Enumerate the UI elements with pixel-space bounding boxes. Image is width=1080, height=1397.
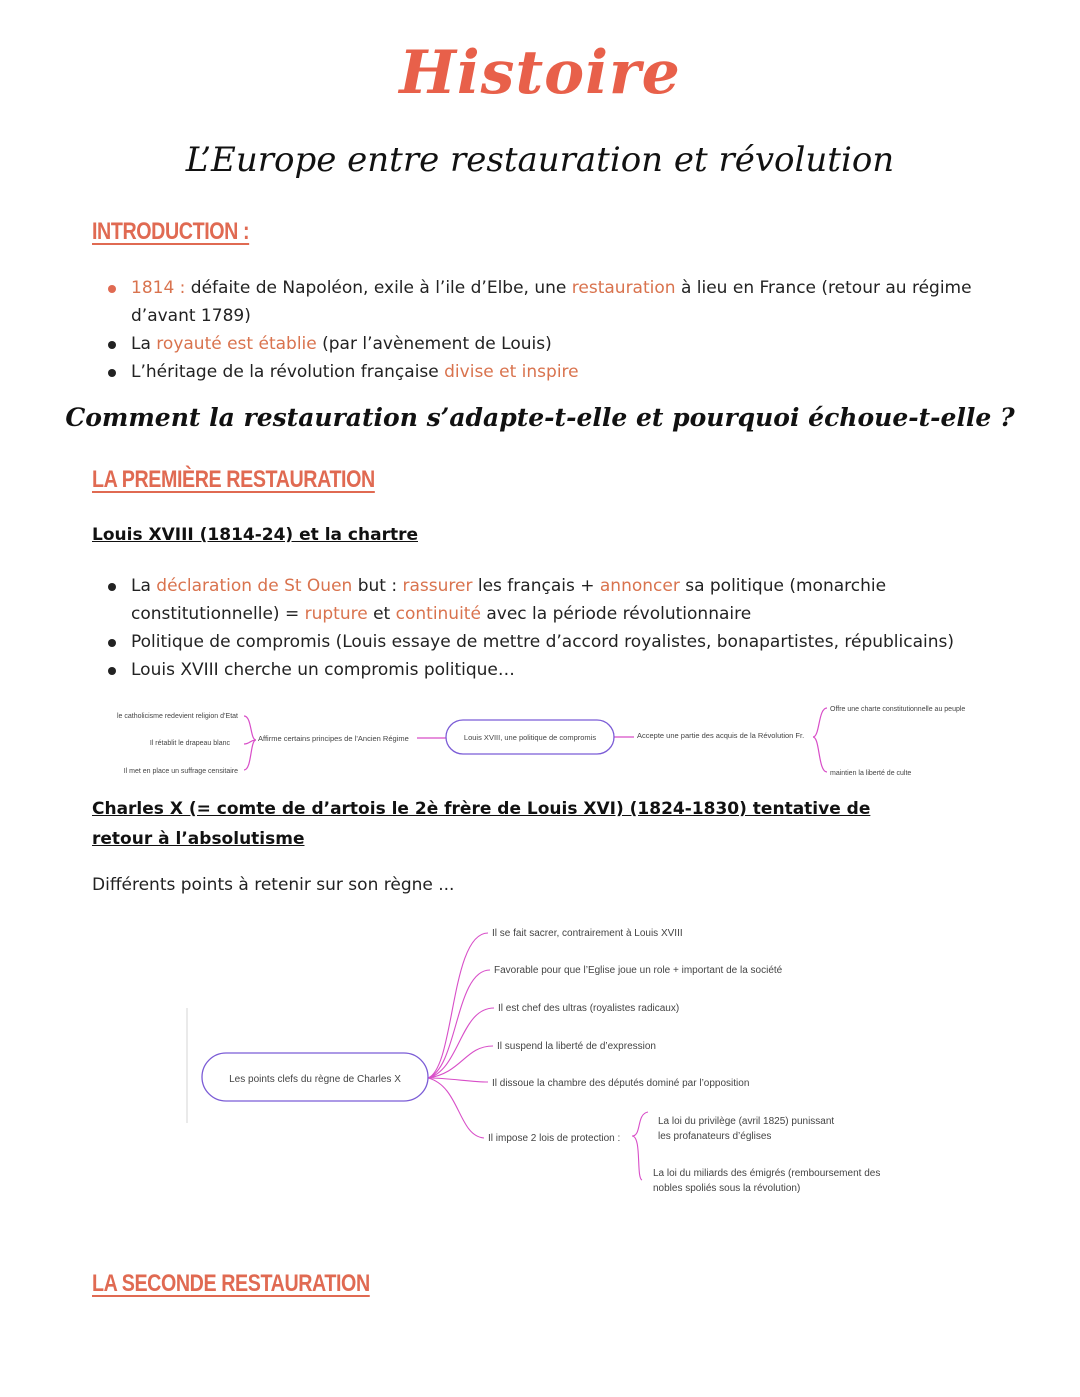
branch-label: Il se fait sacrer, contrairement à Louis XVIII [492, 928, 683, 939]
introduction-heading: INTRODUCTION : [92, 218, 250, 245]
page-title: Histoire [399, 38, 681, 108]
second-restoration-heading: LA SECONDE RESTAURATION [92, 1270, 370, 1297]
right-leaf-label: maintien la liberté de culte [830, 770, 912, 777]
first-restoration-heading: LA PREMIÈRE RESTAURATION [92, 466, 375, 493]
list-item: La royauté est établie (par l’avènement de Louis) [108, 330, 988, 358]
charles-x-heading: Charles X (= comte de d’artois le 2è frère de Louis XVI) (1824-1830) tentative de retour à l’absolutisme [92, 799, 871, 849]
introduction-list [108, 274, 988, 386]
list-item: Politique de compromis (Louis essaye de mettre d’accord royalistes, bonapartistes, républicains) [108, 628, 988, 656]
page-subtitle: L’Europe entre restauration et révolution [185, 140, 895, 180]
branch-label: Il suspend la liberté de d’expression [497, 1041, 656, 1052]
louis-xviii-list [108, 572, 988, 684]
center-node-label: Louis XVIII, une politique de compromis [463, 733, 597, 742]
branch-label: Il impose 2 lois de protection : [488, 1133, 621, 1144]
left-branch-label: Affirme certains principes de l’Ancien Régime [258, 734, 409, 743]
sub-leaf-label: La loi du miliards des émigrés (remboursement des [653, 1168, 881, 1179]
branch-label: Il est chef des ultras (royalistes radicaux) [498, 1003, 680, 1014]
charles-x-mindmap [180, 918, 920, 1203]
left-leaf-label: Il rétablit le drapeau blanc [149, 740, 230, 747]
list-item: Louis XVIII cherche un compromis politique… [108, 656, 988, 684]
list-item: L’héritage de la révolution française divise et inspire [108, 358, 988, 386]
right-leaf-label: Offre une charte constitutionnelle au peuple [830, 706, 966, 713]
louis-xviii-heading: Louis XVIII (1814-24) et la chartre [92, 525, 418, 545]
center-node-label: Les points clefs du règne de Charles X [229, 1074, 401, 1085]
louis-xviii-mindmap [90, 700, 990, 780]
branch-label: Favorable pour que l’Eglise joue un role + important de la société [494, 965, 783, 976]
problem-question: Comment la restauration s’adapte-t-elle et pourquoi échoue-t-elle ? [65, 403, 1015, 432]
sub-leaf-label: La loi du privilège (avril 1825) punissant [658, 1116, 835, 1127]
list-item: 1814 : défaite de Napoléon, exile à l’ile d’Elbe, une restauration à lieu en France (retour au régime d’avant 1789) [108, 274, 988, 330]
left-leaf-label: le catholicisme redevient religion d’Etat [116, 713, 238, 720]
right-leaf-connectors [813, 708, 827, 772]
sub-leaf-label: les profanateurs d’églises [658, 1131, 772, 1142]
branch-label: Il dissoue la chambre des députés dominé par l’opposition [492, 1078, 750, 1089]
left-leaf-label: Il met en place un suffrage censitaire [123, 768, 238, 775]
charles-x-intro: Différents points à retenir sur son règne ... [92, 875, 455, 895]
list-item: La déclaration de St Ouen but : rassurer les français + annoncer sa politique (monarchie constitutionnelle) = rupture et continuité avec la période révolutionnaire [108, 572, 988, 628]
right-branch-label: Accepte une partie des acquis de la Révolution Fr. [637, 731, 805, 740]
sub-leaf-label: nobles spoliés sous la révolution) [653, 1183, 801, 1194]
left-leaf-connectors [244, 716, 256, 770]
